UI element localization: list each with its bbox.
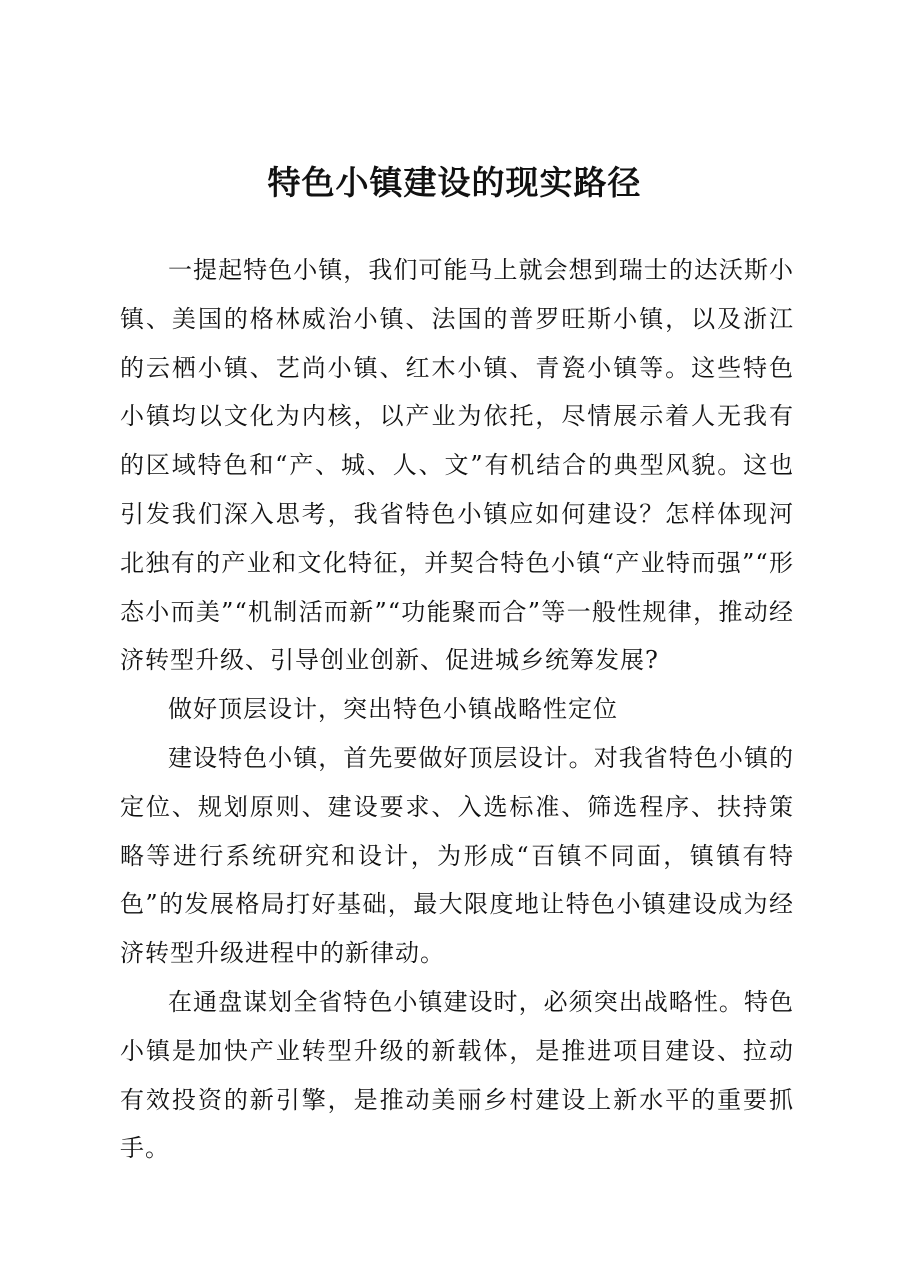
document-title: 特色小镇建设的现实路径: [267, 163, 642, 202]
document-body: [120, 246, 794, 1173]
paragraph-strategy: 在通盘谋划全省特色小镇建设时，必须突出战略性。特色小镇是加快产业转型升级的新载体，是推进项目建设、拉动有效投资的新引擎，是推动美丽乡村建设上新水平的重要抓手。: [120, 987, 794, 1163]
section-heading: 做好顶层设计，突出特色小镇战略性定位: [168, 695, 618, 724]
paragraph-top-design: 建设特色小镇，首先要做好顶层设计。对我省特色小镇的定位、规划原则、建设要求、入选标准、筛选程序、扶持策略等进行系统研究和设计，为形成“百镇不同面，镇镇有特色”的发展格局打好基础，最大限度地让特色小镇建设成为经济转型升级进程中的新律动。: [120, 743, 794, 968]
paragraph-intro: 一提起特色小镇，我们可能马上就会想到瑞士的达沃斯小镇、美国的格林威治小镇、法国的普罗旺斯小镇，以及浙江的云栖小镇、艺尚小镇、红木小镇、青瓷小镇等。这些特色小镇均以文化为内核，以产业为依托，尽情展示着人无我有的区域特色和“产、城、人、文”有机结合的典型风貌。这也引发我们深入思考，我省特色小镇应如何建设？怎样体现河北独有的产业和文化特征，并契合特色小镇“产业特而强”“形态小而美”“机制活而新”“功能聚而合”等一般性规律，推动经济转型升级、引导创业创新、促进城乡统筹发展?: [120, 256, 794, 675]
